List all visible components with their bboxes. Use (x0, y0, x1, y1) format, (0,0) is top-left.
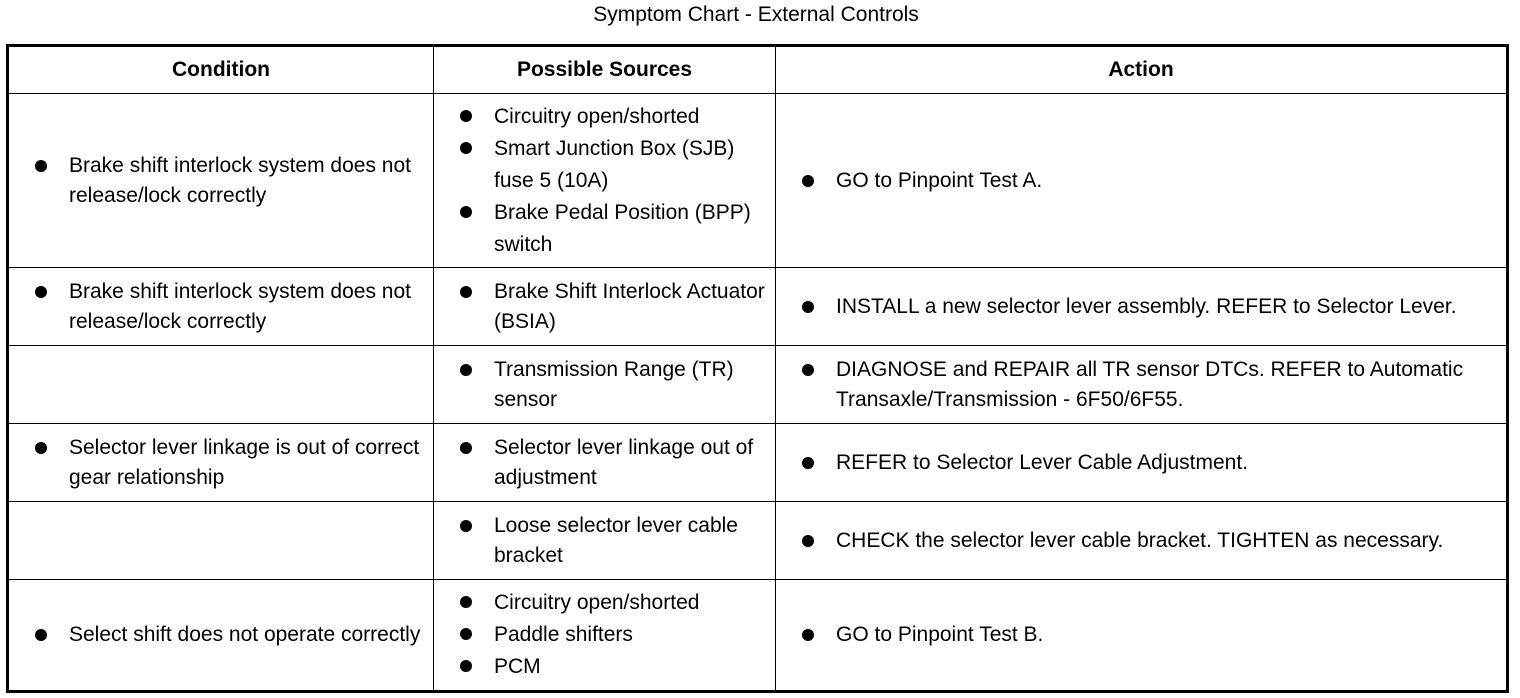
action-text: GO to Pinpoint Test B. (836, 623, 1044, 646)
table-row (8, 268, 1508, 346)
source-text: Selector lever linkage out of adjustment (494, 435, 754, 489)
condition-text: Selector lever linkage is out of correct gear relationship (69, 435, 420, 489)
list-item (802, 448, 1496, 478)
bullet-icon (35, 160, 47, 172)
header-possible-sources: Possible Sources (434, 46, 776, 94)
source-text: PCM (494, 655, 541, 678)
list-item (35, 151, 423, 211)
bullet-icon (460, 286, 472, 298)
bullet-icon (460, 442, 472, 454)
table-row (8, 424, 1508, 502)
bullet-icon (460, 628, 472, 640)
bullet-icon (460, 520, 472, 532)
header-action: Action (776, 46, 1508, 94)
list-item (35, 277, 423, 337)
list-item (802, 166, 1496, 196)
bullet-icon (460, 142, 472, 154)
condition-cell (8, 268, 434, 346)
table-row (8, 580, 1508, 692)
bullet-icon (802, 364, 814, 376)
action-text: INSTALL a new selector lever assembly. REFER to Selector Lever. (836, 294, 1457, 318)
list-item (460, 587, 765, 619)
bullet-icon (460, 206, 472, 218)
condition-text: Brake shift interlock system does not release/lock correctly (69, 279, 411, 333)
action-text: DIAGNOSE and REPAIR all TR sensor DTCs. REFER to Automatic Transaxle/Transmission - 6F50/6F55. (836, 357, 1464, 411)
action-text: GO to Pinpoint Test A. (836, 168, 1043, 192)
bullet-icon (460, 660, 472, 672)
condition-cell (8, 580, 434, 692)
list-item (460, 133, 765, 197)
bullet-icon (35, 629, 47, 641)
action-cell (776, 502, 1508, 580)
list-item (460, 101, 765, 133)
list-item (802, 620, 1496, 650)
list-item (460, 619, 765, 651)
source-text: Circuitry open/shorted (494, 104, 700, 128)
source-text: Paddle shifters (494, 623, 633, 646)
action-cell (776, 268, 1508, 346)
bullet-icon (802, 535, 814, 547)
bullet-icon (802, 629, 814, 641)
sources-cell (434, 502, 776, 580)
list-item (460, 511, 765, 571)
table-row (8, 502, 1508, 580)
source-text: Brake Shift Interlock Actuator (BSIA) (494, 279, 765, 333)
sources-cell (434, 346, 776, 424)
condition-text: Select shift does not operate correctly (69, 623, 421, 646)
action-cell (776, 346, 1508, 424)
source-text: Transmission Range (TR) sensor (494, 357, 734, 411)
action-cell (776, 424, 1508, 502)
chart-title: Symptom Chart - External Controls (593, 3, 919, 26)
action-text: REFER to Selector Lever Cable Adjustment. (836, 450, 1249, 474)
sources-cell (434, 94, 776, 268)
source-text: Smart Junction Box (SJB) fuse 5 (10A) (494, 136, 735, 192)
list-item (460, 277, 765, 337)
header-row (8, 46, 1508, 94)
list-item (35, 620, 423, 650)
bullet-icon (802, 457, 814, 469)
sources-cell (434, 268, 776, 346)
condition-cell (8, 346, 434, 424)
list-item (35, 433, 423, 493)
sources-cell (434, 580, 776, 692)
condition-cell (8, 424, 434, 502)
bullet-icon (460, 110, 472, 122)
action-text: CHECK the selector lever cable bracket. TIGHTEN as necessary. (836, 528, 1444, 552)
sources-cell (434, 424, 776, 502)
bullet-icon (460, 364, 472, 376)
table-row (8, 94, 1508, 268)
list-item (460, 433, 765, 493)
source-text: Loose selector lever cable bracket (494, 513, 738, 567)
list-item (460, 651, 765, 683)
source-text: Circuitry open/shorted (494, 591, 700, 614)
list-item (802, 526, 1496, 556)
condition-cell (8, 94, 434, 268)
list-item (802, 355, 1496, 415)
bullet-icon (802, 175, 814, 187)
header-condition: Condition (8, 46, 434, 94)
list-item (802, 292, 1496, 322)
bullet-icon (35, 442, 47, 454)
source-text: Brake Pedal Position (BPP) switch (494, 200, 751, 256)
action-cell (776, 94, 1508, 268)
list-item (460, 197, 765, 261)
condition-text: Brake shift interlock system does not release/lock correctly (69, 153, 411, 207)
action-cell (776, 580, 1508, 692)
table-row (8, 346, 1508, 424)
bullet-icon (460, 596, 472, 608)
symptom-chart-table (6, 44, 1509, 693)
condition-cell (8, 502, 434, 580)
bullet-icon (35, 286, 47, 298)
list-item (460, 355, 765, 415)
bullet-icon (802, 301, 814, 313)
